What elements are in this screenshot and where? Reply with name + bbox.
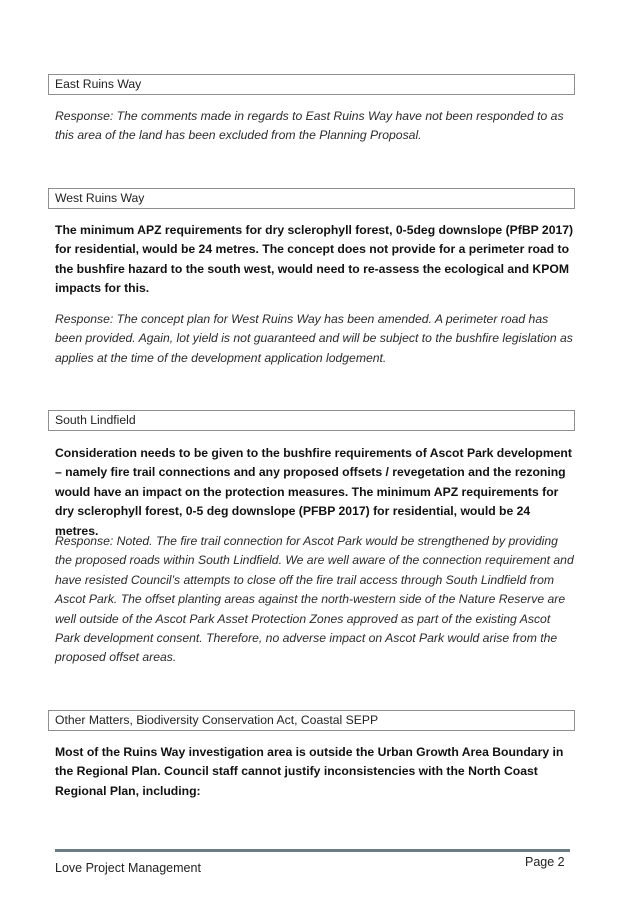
section-heading-west-ruins-way: West Ruins Way: [48, 188, 575, 209]
response-paragraph: Response: The concept plan for West Ruins Way has been amended. A perimeter road has been provided. Again, lot yield is not guaranteed and will be subject to the bushfire legislation as applies at the time of the development application lodgement.: [55, 312, 573, 365]
comment-paragraph: Consideration needs to be given to the bushfire requirements of Ascot Park development – namely fire trail connections and any proposed offsets / revegetation and the rezoning would have an impact on the protection measures. The minimum APZ requirements for dry sclerophyll forest, 0-5 deg downslope (PFBP 2017) for residential, would be 24 metres.: [55, 446, 572, 538]
section-heading-east-ruins-way: East Ruins Way: [48, 74, 575, 95]
response-paragraph: Response: The comments made in regards to East Ruins Way have not been responded to as this area of the land has been excluded from the Planning Proposal.: [55, 109, 564, 143]
footer-divider: [55, 849, 570, 852]
response-paragraph: Response: Noted. The fire trail connection for Ascot Park would be strengthened by providing the proposed roads within South Lindfield. We are well aware of the connection requirement and have resisted Council’s attempts to close off the fire trail access through South Lindfield from Ascot Park. The offset planting areas against the north-western side of the Nature Reserve are well outside of the Ascot Park Asset Protection Zones approved as part of the existing Ascot Park development consent. Therefore, no adverse impact on Ascot Park would arise from the proposed offset areas.: [55, 534, 574, 665]
section-heading-other-matters: Other Matters, Biodiversity Conservation Act, Coastal SEPP: [48, 710, 575, 731]
comment-paragraph: Most of the Ruins Way investigation area is outside the Urban Growth Area Boundary in the Regional Plan. Council staff cannot justify inconsistencies with the North Coast Regional Plan, including:: [55, 745, 564, 798]
page-number: Page 2: [525, 855, 565, 869]
footer-organization: Love Project Management: [55, 861, 201, 875]
section-heading-south-lindfield: South Lindfield: [48, 410, 575, 431]
comment-paragraph: The minimum APZ requirements for dry sclerophyll forest, 0-5deg downslope (PfBP 2017) for residential, would be 24 metres. The concept does not provide for a perimeter road to the bushfire hazard to the south west, would need to re-assess the ecological and KPOM impacts for this.: [55, 223, 574, 296]
